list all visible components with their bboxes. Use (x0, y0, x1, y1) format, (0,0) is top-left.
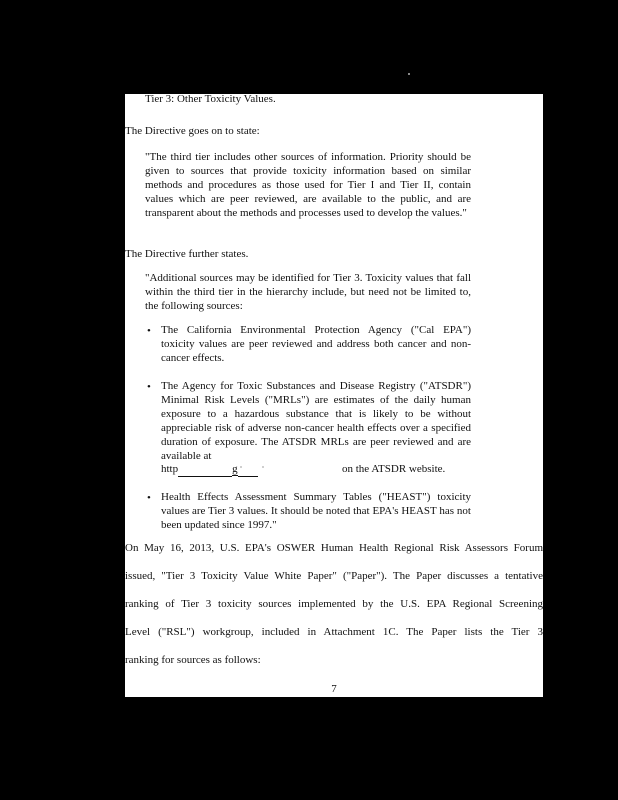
bullet-item-cal-epa: The California Environmental Protection Agency ("Cal EPA") toxicity values are peer reviewed and address both cancer and non-cancer effects. (161, 324, 471, 364)
atsdr-link-gap-end[interactable] (238, 462, 258, 477)
atsdr-link-gap[interactable] (178, 462, 232, 477)
scan-artifact-dot (408, 73, 410, 75)
scan-artifact-dot (262, 466, 264, 468)
bullet-item-heast: Health Effects Assessment Summary Tables ("HEAST") toxicity values are Tier 3 values. It should be noted that EPA's HEAST has not been updated since 1997." (161, 491, 471, 531)
quote-block-1: "The third tier includes other sources of information. Priority should be given to sources that provide toxicity information based on similar methods and procedures as those used for Tier I and Tier II, contain values which are peer reviewed, are available to the public, and are transparent about the methods and processes used to develop the values." (145, 151, 471, 219)
intro-paragraph-1: The Directive goes on to state: (125, 125, 260, 137)
atsdr-link[interactable] (161, 462, 258, 477)
body-line: ranking of Tier 3 toxicity sources implemented by the U.S. EPA Regional Screening (125, 598, 543, 610)
atsdr-link-suffix: on the ATSDR website. (342, 463, 446, 475)
body-line: On May 16, 2013, U.S. EPA's OSWER Human Health Regional Risk Assessors Forum (125, 542, 543, 554)
document-page (125, 94, 543, 697)
bullet-marker: • (147, 381, 151, 393)
body-line: ranking for sources as follows: (125, 654, 261, 666)
quote-block-2: "Additional sources may be identified for Tier 3. Toxicity values that fall within the third tier in the hierarchy include, but need not be limited to, the following sources: (145, 272, 471, 312)
atsdr-link-prefix[interactable]: http (161, 463, 179, 475)
body-line: issued, "Tier 3 Toxicity Value White Paper" ("Paper"). The Paper discusses a tentative (125, 570, 543, 582)
heading-fragment: Tier 3: Other Toxicity Values. (145, 94, 276, 105)
scan-artifact-dot (240, 466, 242, 468)
bullet-item-atsdr: The Agency for Toxic Substances and Disease Registry ("ATSDR") Minimal Risk Levels ("MRLs") are estimates of the daily human exposure to a hazardous substance that is likely to be without appreciable risk of adverse non-cancer health effects over a specified duration of exposure. The ATSDR MRLs are peer reviewed and are available at (161, 380, 471, 462)
body-line: Level ("RSL") workgroup, included in Attachment 1C. The Paper lists the Tier 3 (125, 626, 543, 638)
bullet-marker: • (147, 492, 151, 504)
page-number: 7 (331, 683, 337, 695)
intro-paragraph-2: The Directive further states. (125, 248, 249, 260)
bullet-marker: • (147, 325, 151, 337)
atsdr-link-mid[interactable]: g (232, 463, 238, 475)
